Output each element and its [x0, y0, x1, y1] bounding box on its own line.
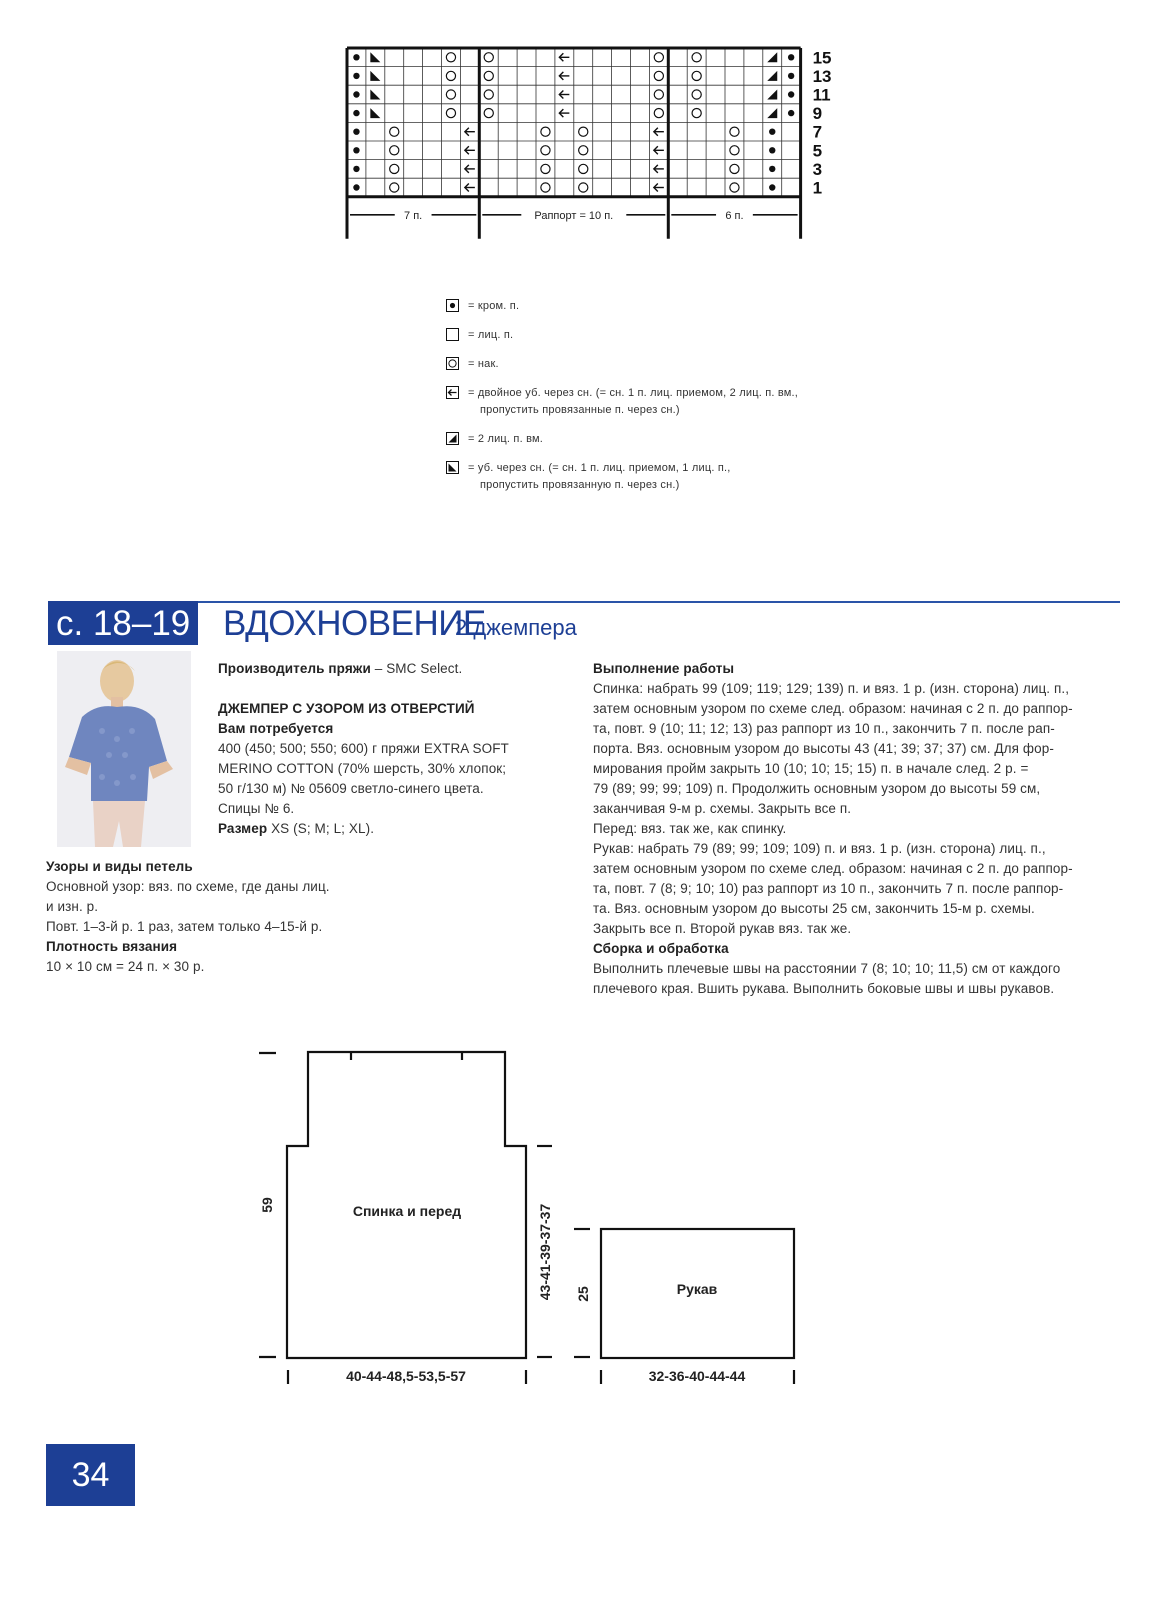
text-line: Перед: вяз. так же, как спинку. — [593, 821, 787, 836]
text-line: 50 г/130 м) № 05609 светло-синего цвета. — [218, 781, 484, 796]
section-subtitle: 2 джемпера — [455, 615, 577, 640]
text-line: Спинка: набрать 99 (109; 119; 129; 139) п. и вяз. 1 р. (изн. сторона) лиц. п., — [593, 681, 1070, 696]
sleeve-height-label: 25 — [575, 1286, 591, 1302]
size-value: XS (S; M; L; XL). — [267, 821, 375, 836]
text-line: затем основным узором по схеме след. образом: начиная с 2 п. до раппор- — [593, 861, 1073, 876]
text-line: Основной узор: вяз. по схеме, где даны лиц. — [46, 879, 330, 894]
row-number: 11 — [812, 85, 831, 105]
text-line: та. Вяз. основным узором до высоты 25 см, закончить 15-м р. схемы. — [593, 901, 1035, 916]
row-number: 15 — [812, 48, 832, 68]
row-number: 7 — [812, 122, 823, 142]
legend-text: = 2 лиц. п. вм. — [468, 433, 544, 445]
section-label: 6 п. — [725, 209, 744, 222]
work-title: Выполнение работы — [593, 661, 735, 676]
row-number: 3 — [812, 159, 823, 179]
page-number: 34 — [46, 1444, 135, 1506]
row-number: 9 — [812, 104, 823, 124]
page-range-badge: с. 18–19 — [48, 601, 198, 645]
text-line: заканчивая 9-м р. схемы. Закрыть все п. — [593, 801, 852, 816]
row-number: 5 — [812, 141, 823, 161]
legend-text-continued: пропустить провязанные п. через сн.) — [480, 404, 680, 416]
text-line: Закрыть все п. Второй рукав вяз. так же. — [593, 921, 852, 936]
text-line: мирования пройм закрыть 10 (10; 10; 15; 15) п. в начале след. 2 р. = — [593, 761, 1029, 776]
body-height-label: 59 — [259, 1197, 275, 1213]
model-title: ДЖЕМПЕР С УЗОРОМ ИЗ ОТВЕРСТИЙ — [218, 701, 475, 716]
legend-text: = нак. — [468, 358, 499, 370]
sleeve-width-label: 32-36-40-44-44 — [648, 1368, 746, 1384]
section-label: 7 п. — [404, 209, 423, 222]
gauge-value: 10 × 10 см = 24 п. × 30 р. — [46, 959, 205, 974]
sleeve-label: Рукав — [676, 1281, 718, 1297]
row-number: 13 — [812, 66, 832, 86]
legend-text: = лиц. п. — [468, 329, 514, 341]
text-line: затем основным узором по схеме след. образом: начиная с 2 п. до раппор- — [593, 701, 1073, 716]
text-line: та, повт. 7 (8; 9; 10; 10) раз раппорт из 10 п., закончить 7 п. после раппор- — [593, 881, 1064, 896]
patterns-title: Узоры и виды петель — [46, 859, 193, 874]
row-number: 1 — [812, 178, 823, 198]
size-label: Размер — [218, 821, 268, 836]
legend-text: = двойное уб. через сн. (= сн. 1 п. лиц. приемом, 2 лиц. п. вм., — [468, 387, 799, 399]
body-width-label: 40-44-48,5-53,5-57 — [346, 1368, 466, 1384]
text-line: и изн. р. — [46, 899, 99, 914]
needs-title: Вам потребуется — [218, 721, 334, 736]
text-line: порта. Вяз. основным узором до высоты 43 (41; 39; 37; 37) см. Для фор- — [593, 741, 1054, 756]
legend-text-continued: пропустить провязанную п. через сн.) — [480, 479, 680, 491]
text-line: MERINO COTTON (70% шерсть, 30% хлопок; — [218, 761, 507, 776]
text-line: Выполнить плечевые швы на расстоянии 7 (8; 10; 10; 11,5) см от каждого — [593, 961, 1061, 976]
yarn-label: Производитель пряжи — [218, 661, 371, 676]
body-label: Спинка и перед — [352, 1203, 462, 1219]
text-line: 79 (89; 99; 99; 109) п. Продолжить основным узором до высоты 59 см, — [593, 781, 1041, 796]
text-line: Спицы № 6. — [218, 801, 295, 816]
gauge-title: Плотность вязания — [46, 939, 178, 954]
legend-text: = уб. через сн. (= сн. 1 п. лиц. приемом, 1 лиц. п., — [468, 462, 731, 474]
text-line: 400 (450; 500; 550; 600) г пряжи EXTRA SOFT — [218, 741, 509, 756]
section-label: Раппорт = 10 п. — [534, 209, 614, 222]
legend-text: = кром. п. — [468, 300, 520, 312]
text-line: та, повт. 9 (10; 11; 12; 13) раз раппорт из 10 п., закончить 7 п. после рап- — [593, 721, 1055, 736]
text-line: Рукав: набрать 79 (89; 99; 109; 109) п. и вяз. 1 р. (изн. сторона) лиц. п., — [593, 841, 1046, 856]
yarn-value: – SMC Select. — [370, 661, 463, 676]
text-line: Повт. 1–3-й р. 1 раз, затем только 4–15-й р. — [46, 919, 323, 934]
section-title: ВДОХНОВЕНИЕ — [223, 604, 486, 643]
body-side-label: 43-41-39-37-37 — [537, 1203, 553, 1301]
text-line: плечевого края. Вшить рукава. Выполнить боковые швы и швы рукавов. — [593, 981, 1055, 996]
assembly-title: Сборка и обработка — [593, 941, 729, 956]
